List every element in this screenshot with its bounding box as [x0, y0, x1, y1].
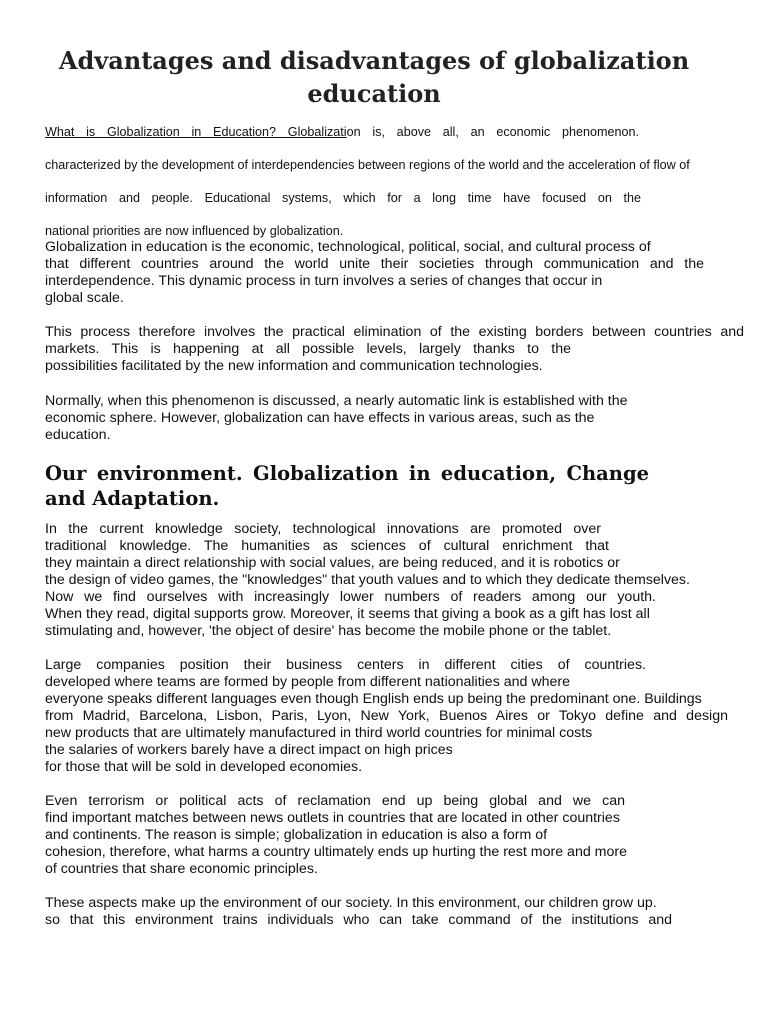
paragraph6-line-1: Even terrorism or political acts of reclamation end up being global and we can: [45, 793, 625, 809]
paragraph6-line-2: find important matches between news outlets in countries that are located in other countries: [45, 810, 620, 826]
paragraph6-line-5: of countries that share economic principles.: [45, 861, 318, 877]
paragraph2-line-2: markets. This is happening at all possible levels, largely thanks to the: [45, 341, 571, 357]
paragraph7-line-1: These aspects make up the environment of our society. In this environment, our children grow up.: [45, 895, 657, 911]
title-line-2: education: [307, 79, 441, 108]
title-line-1: Advantages and disadvantages of globalization: [58, 46, 690, 75]
paragraph4-line-4: the design of video games, the "knowledges" that youth values and to which they dedicate themselves.: [45, 572, 690, 588]
paragraph5-line-2: developed where teams are formed by people from different nationalities and where: [45, 674, 570, 690]
paragraph5-line-4: from Madrid, Barcelona, Lisbon, Paris, Lyon, New York, Buenos Aires or Tokyo define and design: [45, 708, 728, 724]
paragraph4-line-6: When they read, digital supports grow. Moreover, it seems that giving a book as a gift has lost all: [45, 606, 650, 622]
paragraph5-line-7: for those that will be sold in developed economies.: [45, 759, 363, 775]
paragraph3-line-2: economic sphere. However, globalization can have effects in various areas, such as the: [45, 410, 595, 426]
paragraph1-line-3: interdependence. This dynamic process in turn involves a series of changes that occur in: [45, 273, 603, 289]
paragraph2-line-3: possibilities facilitated by the new information and communication technologies.: [45, 358, 543, 374]
section-heading: Our environment. Globalization in education, Change and Adaptation.: [45, 462, 649, 510]
paragraph3-line-3: education.: [45, 427, 111, 443]
paragraph5-line-5: new products that are ultimately manufactured in third world countries for minimal costs: [45, 725, 593, 741]
paragraph5-line-1: Large companies position their business centers in different cities of countries.: [45, 657, 646, 673]
paragraph2-line-1: This process therefore involves the practical elimination of the existing borders between countries and: [45, 324, 744, 340]
paragraph5-line-6: the salaries of workers barely have a direct impact on high prices: [45, 742, 453, 758]
intro-line-4: national priorities are now influenced by globalization.: [45, 224, 344, 238]
paragraph3-line-1: Normally, when this phenomenon is discussed, a nearly automatic link is established with the: [45, 393, 628, 409]
intro-line-3: information and people. Educational systems, which for a long time have focused on the: [45, 191, 641, 205]
paragraph6-line-3: and continents. The reason is simple; globalization in education is also a form of: [45, 827, 548, 843]
paragraph5-line-3: everyone speaks different languages even though English ends up being the predominant one. Buildings: [45, 691, 702, 707]
paragraph1-line-1: Globalization in education is the economic, technological, political, social, and cultural process of: [45, 239, 651, 255]
paragraph4-line-2: traditional knowledge. The humanities as sciences of cultural enrichment that: [45, 538, 609, 554]
paragraph4-line-3: they maintain a direct relationship with social values, are being reduced, and it is robotics or: [45, 555, 620, 571]
document-title: [40, 44, 708, 110]
paragraph1-line-2: that different countries around the world unite their societies through communication and the: [45, 256, 704, 272]
paragraph4-line-5: Now we find ourselves with increasingly lower numbers of readers among our youth.: [45, 589, 656, 605]
paragraph4-line-1: In the current knowledge society, technological innovations are promoted over: [45, 521, 601, 537]
intro-rest-text: on is, above all, an economic phenomenon.: [346, 125, 639, 139]
intro-underlined-text: What is Globalization in Education? Globalizati: [45, 125, 347, 139]
paragraph1-line-4: global scale.: [45, 290, 124, 306]
paragraph6-line-4: cohesion, therefore, what harms a country ultimately ends up hurting the rest more and more: [45, 844, 627, 860]
intro-line-2: characterized by the development of interdependencies between regions of the world and the acceleration of flow of: [45, 158, 690, 172]
paragraph4-line-7: stimulating and, however, 'the object of desire' has become the mobile phone or the tablet.: [45, 623, 612, 639]
intro-line-1: [45, 124, 639, 141]
paragraph7-line-2: so that this environment trains individuals who can take command of the institutions and: [45, 912, 672, 928]
